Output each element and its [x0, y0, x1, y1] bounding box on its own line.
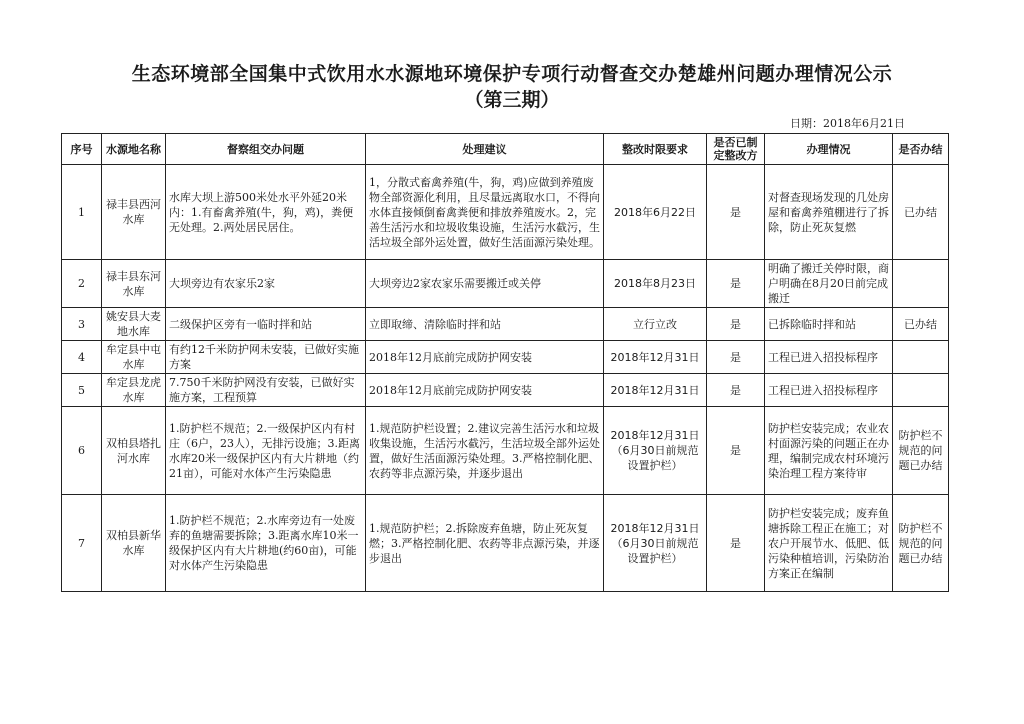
table-row — [62, 165, 949, 260]
cell-source: 双柏县塔扎河水库 — [102, 407, 166, 495]
header-issue: 督察组交办问题 — [166, 134, 366, 165]
cell-suggestion: 2018年12月底前完成防护网安装 — [366, 374, 604, 407]
document-date: 日期：2018年6月21日 — [790, 117, 905, 130]
cell-suggestion: 大坝旁边2家农家乐需要搬迁或关停 — [366, 260, 604, 308]
cell-status: 明确了搬迁关停时限，商户明确在8月20日前完成搬迁 — [765, 260, 893, 308]
cell-suggestion: 立即取缔、清除临时拌和站 — [366, 308, 604, 341]
cell-deadline: 2018年12月31日 — [604, 374, 707, 407]
table-row — [62, 495, 949, 592]
cell-no: 4 — [62, 341, 102, 374]
cell-source: 牟定县中屯水库 — [102, 341, 166, 374]
cell-issue: 1.防护栏不规范；2.水库旁边有一处废弃的鱼塘需要拆除；3.距离水库10米一级保护区内有大片耕地(约60亩)，可能对水体产生污染隐患 — [166, 495, 366, 592]
cell-done — [893, 341, 949, 374]
cell-no: 3 — [62, 308, 102, 341]
cell-plan: 是 — [707, 341, 765, 374]
table-row — [62, 260, 949, 308]
header-done: 是否办结 — [893, 134, 949, 165]
cell-status: 工程已进入招投标程序 — [765, 374, 893, 407]
cell-done: 已办结 — [893, 308, 949, 341]
cell-done — [893, 374, 949, 407]
header-deadline: 整改时限要求 — [604, 134, 707, 165]
table-row — [62, 407, 949, 495]
cell-status: 对督查现场发现的几处房屋和畜禽养殖棚进行了拆除，防止死灰复燃 — [765, 165, 893, 260]
cell-plan: 是 — [707, 374, 765, 407]
cell-done — [893, 260, 949, 308]
table-header-row — [62, 134, 949, 165]
cell-no: 1 — [62, 165, 102, 260]
cell-source: 双柏县新华水库 — [102, 495, 166, 592]
table-row — [62, 374, 949, 407]
header-status: 办理情况 — [765, 134, 893, 165]
header-no: 序号 — [62, 134, 102, 165]
table-row — [62, 308, 949, 341]
cell-issue: 大坝旁边有农家乐2家 — [166, 260, 366, 308]
cell-suggestion: 1.规范防护栏设置；2.建议完善生活污水和垃圾收集设施，生活污水截污，生活垃圾全部外运处置，做好生活面源污染处理。3.严格控制化肥、农药等非点源污染，并逐步退出 — [366, 407, 604, 495]
cell-status: 防护栏安装完成；废弃鱼塘拆除工程正在施工；对农户开展节水、低肥、低污染种植培训，污染防治方案正在编制 — [765, 495, 893, 592]
cell-done: 已办结 — [893, 165, 949, 260]
cell-issue: 有约12千米防护网未安装，已做好实施方案 — [166, 341, 366, 374]
cell-plan: 是 — [707, 407, 765, 495]
cell-status: 工程已进入招投标程序 — [765, 341, 893, 374]
cell-status: 防护栏安装完成；农业农村面源污染的问题正在办理，编制完成农村环境污染治理工程方案待审 — [765, 407, 893, 495]
table-row — [62, 341, 949, 374]
cell-issue: 水库大坝上游500米处水平外延20米内：1.有畜禽养殖(牛，狗，鸡)，粪便无处理。2.两处居民居住。 — [166, 165, 366, 260]
header-plan: 是否已制定整改方 — [707, 134, 765, 165]
cell-plan: 是 — [707, 495, 765, 592]
cell-plan: 是 — [707, 260, 765, 308]
cell-issue: 二级保护区旁有一临时拌和站 — [166, 308, 366, 341]
cell-no: 7 — [62, 495, 102, 592]
cell-suggestion: 1，分散式畜禽养殖(牛，狗，鸡)应做到养殖废物全部资源化利用，且尽量远离取水口，不得向水体直接倾倒畜禽粪便和排放养殖废水。2，完善生活污水和垃圾收集设施，生活污水截污，生活垃圾全部外运处置，做好生活面源污染处理。 — [366, 165, 604, 260]
cell-deadline: 2018年8月23日 — [604, 260, 707, 308]
issues-table — [61, 133, 949, 592]
cell-source: 牟定县龙虎水库 — [102, 374, 166, 407]
cell-no: 5 — [62, 374, 102, 407]
document-title: 生态环境部全国集中式饮用水水源地环境保护专项行动督查交办楚雄州问题办理情况公示 — [131, 63, 893, 85]
cell-done: 防护栏不规范的问题已办结 — [893, 407, 949, 495]
cell-source: 禄丰县西河水库 — [102, 165, 166, 260]
cell-plan: 是 — [707, 165, 765, 260]
cell-issue: 1.防护栏不规范；2.一级保护区内有村庄（6户，23人），无排污设施；3.距离水库20米一级保护区内有大片耕地（约21亩），可能对水体产生污染隐患 — [166, 407, 366, 495]
cell-deadline: 立行立改 — [604, 308, 707, 341]
cell-deadline: 2018年12月31日 — [604, 341, 707, 374]
cell-suggestion: 1.规范防护栏；2.拆除废弃鱼塘，防止死灰复燃；3.严格控制化肥、农药等非点源污染，并逐步退出 — [366, 495, 604, 592]
cell-done: 防护栏不规范的问题已办结 — [893, 495, 949, 592]
cell-no: 2 — [62, 260, 102, 308]
header-suggestion: 处理建议 — [366, 134, 604, 165]
cell-source: 禄丰县东河水库 — [102, 260, 166, 308]
cell-no: 6 — [62, 407, 102, 495]
cell-status: 已拆除临时拌和站 — [765, 308, 893, 341]
cell-issue: 7.750千米防护网没有安装，已做好实施方案，工程预算 — [166, 374, 366, 407]
cell-source: 姚安县大麦地水库 — [102, 308, 166, 341]
header-source: 水源地名称 — [102, 134, 166, 165]
cell-deadline: 2018年6月22日 — [604, 165, 707, 260]
cell-suggestion: 2018年12月底前完成防护网安装 — [366, 341, 604, 374]
document-subtitle: （第三期） — [464, 89, 560, 111]
cell-deadline: 2018年12月31日（6月30日前规范设置护栏） — [604, 407, 707, 495]
cell-deadline: 2018年12月31日（6月30日前规范设置护栏） — [604, 495, 707, 592]
cell-plan: 是 — [707, 308, 765, 341]
